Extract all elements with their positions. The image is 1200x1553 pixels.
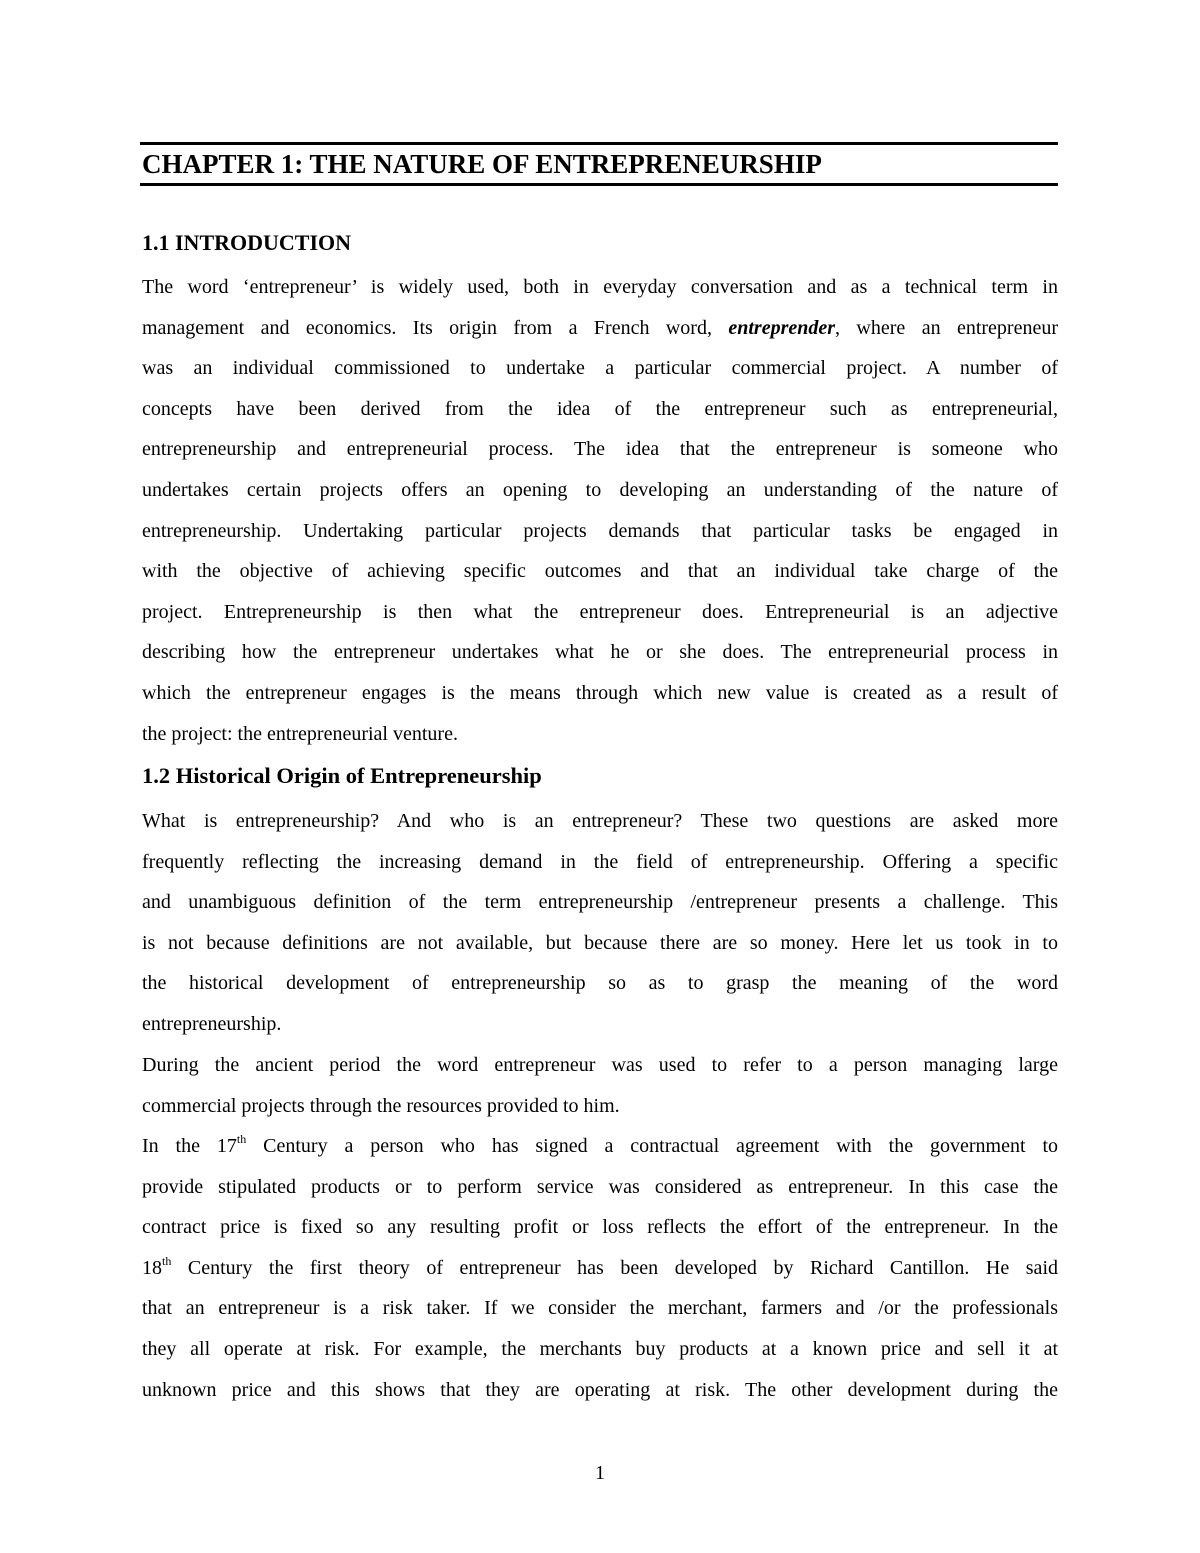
text-line: The word ‘entrepreneur’ is widely used, both in everyday conversation and as a technical term in <box>142 276 1058 298</box>
text-line: was an individual commissioned to undertake a particular commercial project. A number of <box>142 357 1058 380</box>
text-line: concepts have been derived from the idea of the entrepreneur such as entrepreneurial, <box>142 397 1058 420</box>
text-segment: 18 <box>142 1256 162 1279</box>
ordinal-superscript: th <box>236 1132 247 1146</box>
text-line <box>142 1126 1058 1167</box>
text-line: the project: the entrepreneurial venture. <box>142 722 458 745</box>
text-segment: Century the first theory of entrepreneur has been developed by Richard Cantillon. He said <box>171 1256 1058 1279</box>
text-segment: In the 17 <box>142 1135 237 1157</box>
text-line <box>142 308 1058 349</box>
text-line: entrepreneurship and entrepreneurial process. The idea that the entrepreneur is someone who <box>142 438 1058 461</box>
page-number: 1 <box>595 1462 605 1484</box>
introduction-paragraph <box>142 267 1058 754</box>
history-paragraph-2 <box>142 1045 1058 1126</box>
text-line: During the ancient period the word entrepreneur was used to refer to a person managing large <box>142 1054 1058 1076</box>
text-line: that an entrepreneur is a risk taker. If we consider the merchant, farmers and /or the professionals <box>142 1297 1058 1320</box>
title-bottom-rule <box>140 183 1058 186</box>
text-line: commercial projects through the resources provided to him. <box>142 1094 620 1117</box>
text-line: contract price is fixed so any resulting profit or loss reflects the effort of the entrepreneur. In the <box>142 1216 1058 1239</box>
text-line: What is entrepreneurship? And who is an entrepreneur? These two questions are asked more <box>142 810 1058 832</box>
text-line: unknown price and this shows that they are operating at risk. The other development during the <box>142 1378 1058 1401</box>
text-segment: , where an entrepreneur <box>835 316 1059 339</box>
text-line: and unambiguous definition of the term entrepreneurship /entrepreneur presents a challenge. This <box>142 891 1058 914</box>
text-line: with the objective of achieving specific outcomes and that an individual take charge of the <box>142 560 1058 583</box>
text-line: the historical development of entrepreneurship so as to grasp the meaning of the word <box>142 972 1058 995</box>
text-segment: management and economics. Its origin from a French word, <box>142 316 729 339</box>
section-heading-introduction: 1.1 INTRODUCTION <box>142 230 352 255</box>
text-line: entrepreneurship. Undertaking particular projects demands that particular tasks be engaged in <box>142 519 1058 542</box>
text-line <box>142 1248 1058 1289</box>
text-line: provide stipulated products or to perform service was considered as entrepreneur. In this case the <box>142 1175 1058 1198</box>
text-line: is not because definitions are not available, but because there are so money. Here let us took in to <box>142 931 1058 954</box>
text-segment: Century a person who has signed a contractual agreement with the government to <box>246 1135 1058 1157</box>
text-line: frequently reflecting the increasing demand in the field of entrepreneurship. Offering a specific <box>142 850 1058 873</box>
text-line: project. Entrepreneurship is then what the entrepreneur does. Entrepreneurial is an adjective <box>142 600 1058 623</box>
text-line: undertakes certain projects offers an opening to developing an understanding of the nature of <box>142 478 1058 501</box>
history-paragraph-3 <box>142 1126 1058 1410</box>
emphasized-term: entreprender <box>728 316 836 339</box>
text-line: which the entrepreneur engages is the means through which new value is created as a result of <box>142 681 1058 704</box>
chapter-title: CHAPTER 1: THE NATURE OF ENTREPRENEURSHIP <box>142 149 822 179</box>
text-line: entrepreneurship. <box>142 1012 282 1035</box>
text-line: describing how the entrepreneur undertakes what he or she does. The entrepreneurial process in <box>142 641 1058 664</box>
title-top-rule <box>140 142 1058 145</box>
ordinal-superscript: th <box>162 1253 172 1268</box>
section-heading-historical-origin: 1.2 Historical Origin of Entrepreneurship <box>142 763 542 788</box>
text-line: they all operate at risk. For example, the merchants buy products at a known price and sell it at <box>142 1337 1058 1360</box>
history-paragraph-1 <box>142 801 1058 1045</box>
